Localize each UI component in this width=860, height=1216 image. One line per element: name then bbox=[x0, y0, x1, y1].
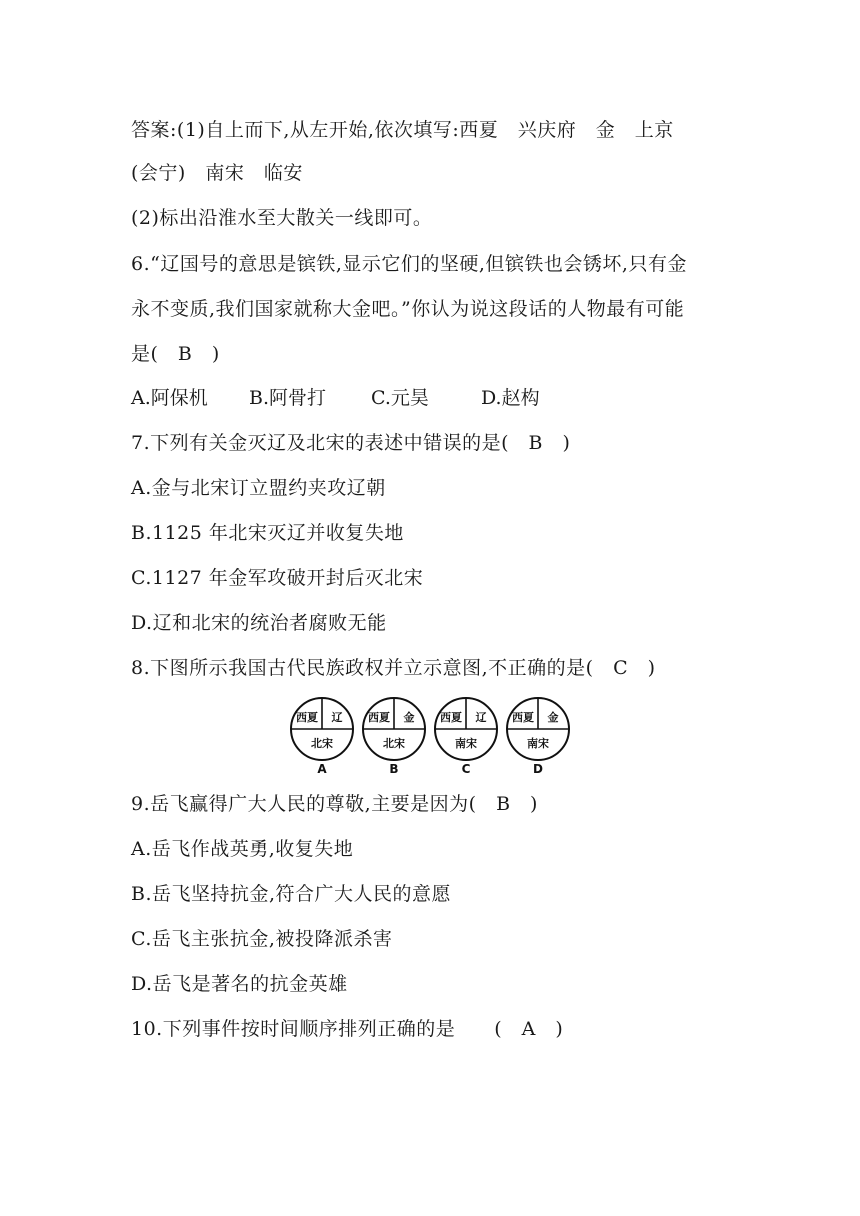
circle-a-bottom: 北宋 bbox=[311, 737, 333, 750]
circle-a-top-right: 辽 bbox=[331, 711, 343, 724]
regime-circle-c bbox=[435, 698, 497, 776]
regime-circle-b bbox=[363, 698, 425, 776]
answer-line-1b: (会宁) 南宋 临安 bbox=[131, 162, 303, 184]
question-6-line-2: 永不变质,我们国家就称大金吧。”你认为说这段话的人物最有可能 bbox=[131, 298, 685, 320]
circle-c-letter: C bbox=[461, 762, 471, 776]
regime-circles-figure bbox=[288, 697, 572, 777]
question-6-line-1: 6.“辽国号的意思是镔铁,显示它们的坚硬,但镔铁也会锈坏,只有金 bbox=[131, 253, 687, 275]
circle-c-top-left: 西夏 bbox=[440, 711, 462, 724]
circle-d-top-left: 西夏 bbox=[512, 711, 534, 724]
option-b: B.阿骨打 bbox=[249, 387, 327, 409]
question-6-line-3: 是( B ) bbox=[131, 343, 220, 365]
circle-c-top-right: 辽 bbox=[475, 711, 487, 724]
question-7: 7.下列有关金灭辽及北宋的表述中错误的是( B ) bbox=[131, 432, 571, 454]
question-9-option-b: B.岳飞坚持抗金,符合广大人民的意愿 bbox=[131, 883, 452, 905]
regime-circle-a bbox=[291, 698, 353, 776]
circle-b-top-left: 西夏 bbox=[368, 711, 390, 724]
question-8: 8.下图所示我国古代民族政权并立示意图,不正确的是( C ) bbox=[131, 657, 656, 679]
question-7-option-b: B.1125 年北宋灭辽并收复失地 bbox=[131, 522, 404, 544]
question-7-option-d: D.辽和北宋的统治者腐败无能 bbox=[131, 612, 387, 634]
circle-a-letter: A bbox=[317, 762, 327, 776]
answer-line-2: (2)标出沿淮水至大散关一线即可。 bbox=[131, 207, 433, 229]
question-10: 10.下列事件按时间顺序排列正确的是 ( A ) bbox=[131, 1018, 564, 1040]
circle-a-top-left: 西夏 bbox=[296, 711, 318, 724]
regime-circle-d bbox=[507, 698, 569, 776]
question-9-option-d: D.岳飞是著名的抗金英雄 bbox=[131, 973, 348, 995]
question-7-option-a: A.金与北宋订立盟约夹攻辽朝 bbox=[131, 477, 386, 499]
option-d: D.赵构 bbox=[481, 387, 540, 409]
circle-c-bottom: 南宋 bbox=[455, 737, 477, 750]
circle-d-top-right: 金 bbox=[547, 711, 559, 724]
question-9: 9.岳飞赢得广大人民的尊敬,主要是因为( B ) bbox=[131, 793, 538, 815]
circle-b-top-right: 金 bbox=[403, 711, 415, 724]
answer-line-1: 答案:(1)自上而下,从左开始,依次填写:西夏 兴庆府 金 上京 bbox=[131, 119, 674, 141]
circle-d-bottom: 南宋 bbox=[527, 737, 549, 750]
option-c: C.元昊 bbox=[371, 387, 429, 409]
circle-b-bottom: 北宋 bbox=[383, 737, 405, 750]
circle-b-letter: B bbox=[389, 762, 399, 776]
question-7-option-c: C.1127 年金军攻破开封后灭北宋 bbox=[131, 567, 424, 589]
option-a: A.阿保机 bbox=[131, 387, 208, 409]
question-9-option-c: C.岳飞主张抗金,被投降派杀害 bbox=[131, 928, 393, 950]
circle-d-letter: D bbox=[533, 762, 543, 776]
question-9-option-a: A.岳飞作战英勇,收复失地 bbox=[131, 838, 354, 860]
question-6-options bbox=[131, 384, 631, 412]
